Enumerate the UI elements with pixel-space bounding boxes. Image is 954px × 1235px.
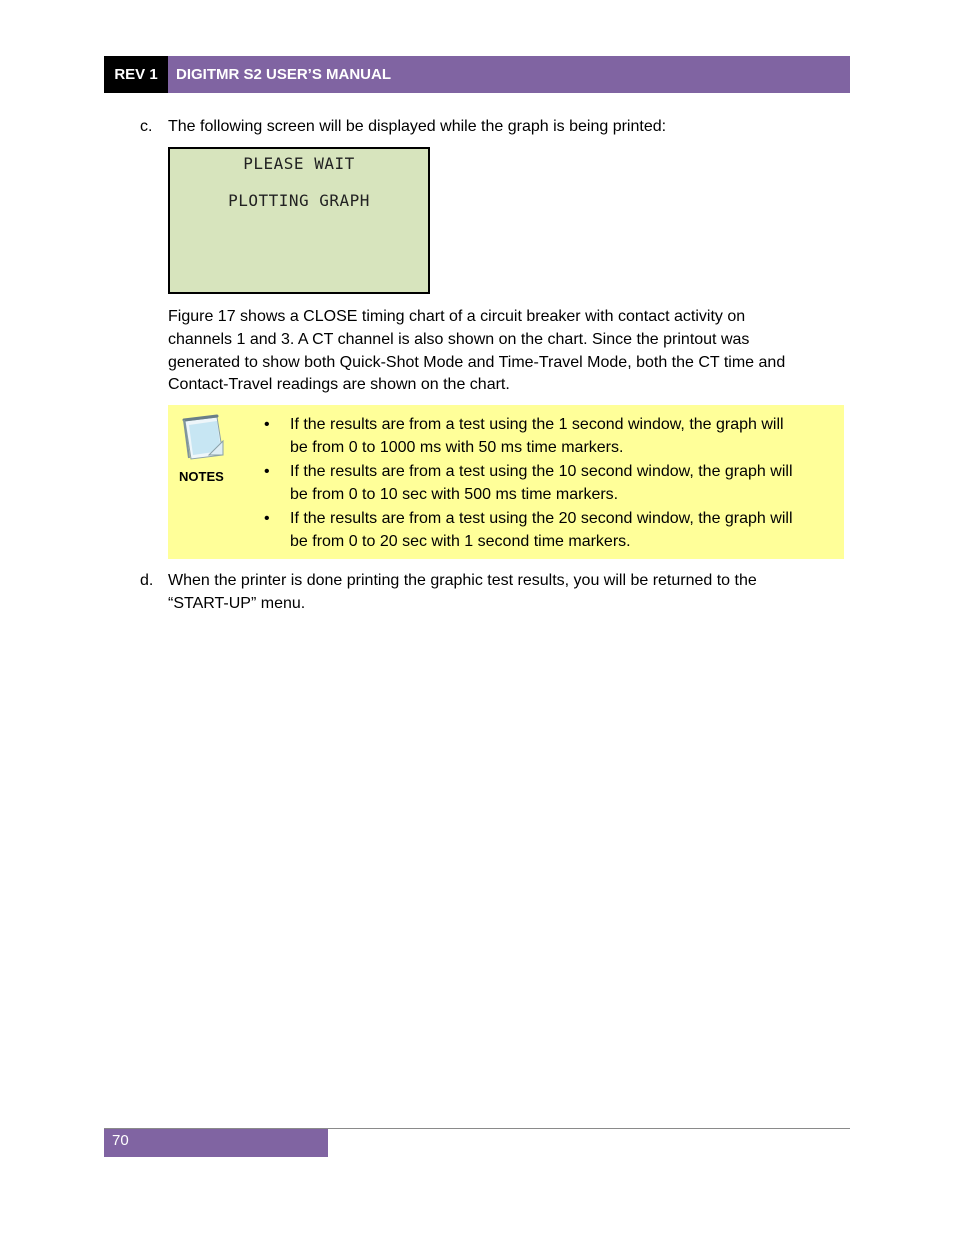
note-line: If the results are from a test using the 20 second window, the graph will [290,510,793,527]
page-number: 70 [112,1132,129,1149]
note-item [290,507,838,553]
note-line: be from 0 to 20 sec with 1 second time markers. [290,533,631,550]
note-item [290,460,838,506]
notes-label: NOTES [179,469,224,484]
paragraph-line: Figure 17 shows a CLOSE timing chart of a circuit breaker with contact activity on [168,308,746,325]
header-rev: REV 1 [104,56,168,93]
step-c-text: The following screen will be displayed while the graph is being printed: [168,118,667,135]
step-d-line: When the printer is done printing the graphic test results, you will be returned to the [168,572,757,589]
notes-box [168,405,844,559]
note-line: If the results are from a test using the 1 second window, the graph will [290,416,784,433]
header-title: DIGITMR S2 USER’S MANUAL [176,66,392,83]
note-line: If the results are from a test using the 10 second window, the graph will [290,463,793,480]
lcd-screen [168,147,430,294]
step-c-marker: c. [140,118,153,135]
notepad-icon [177,411,229,461]
paragraph-line: generated to show both Quick-Shot Mode and Time-Travel Mode, both the CT time and [168,354,786,371]
paragraph-line: channels 1 and 3. A CT channel is also shown on the chart. Since the printout was [168,331,750,348]
bullet-icon: • [264,510,270,527]
footer-page-box [104,1129,328,1157]
step-d-line: “START-UP” menu. [168,595,306,612]
bullet-icon: • [264,463,270,480]
lcd-line-2: PLOTTING GRAPH [228,191,370,210]
page-header [104,56,850,93]
note-line: be from 0 to 10 sec with 500 ms time markers. [290,486,619,503]
bullet-icon: • [264,416,270,433]
note-line: be from 0 to 1000 ms with 50 ms time markers. [290,439,624,456]
note-item [290,413,838,459]
lcd-line-1: PLEASE WAIT [243,154,355,173]
paragraph-line: Contact-Travel readings are shown on the chart. [168,376,510,393]
step-d-marker: d. [140,572,154,589]
